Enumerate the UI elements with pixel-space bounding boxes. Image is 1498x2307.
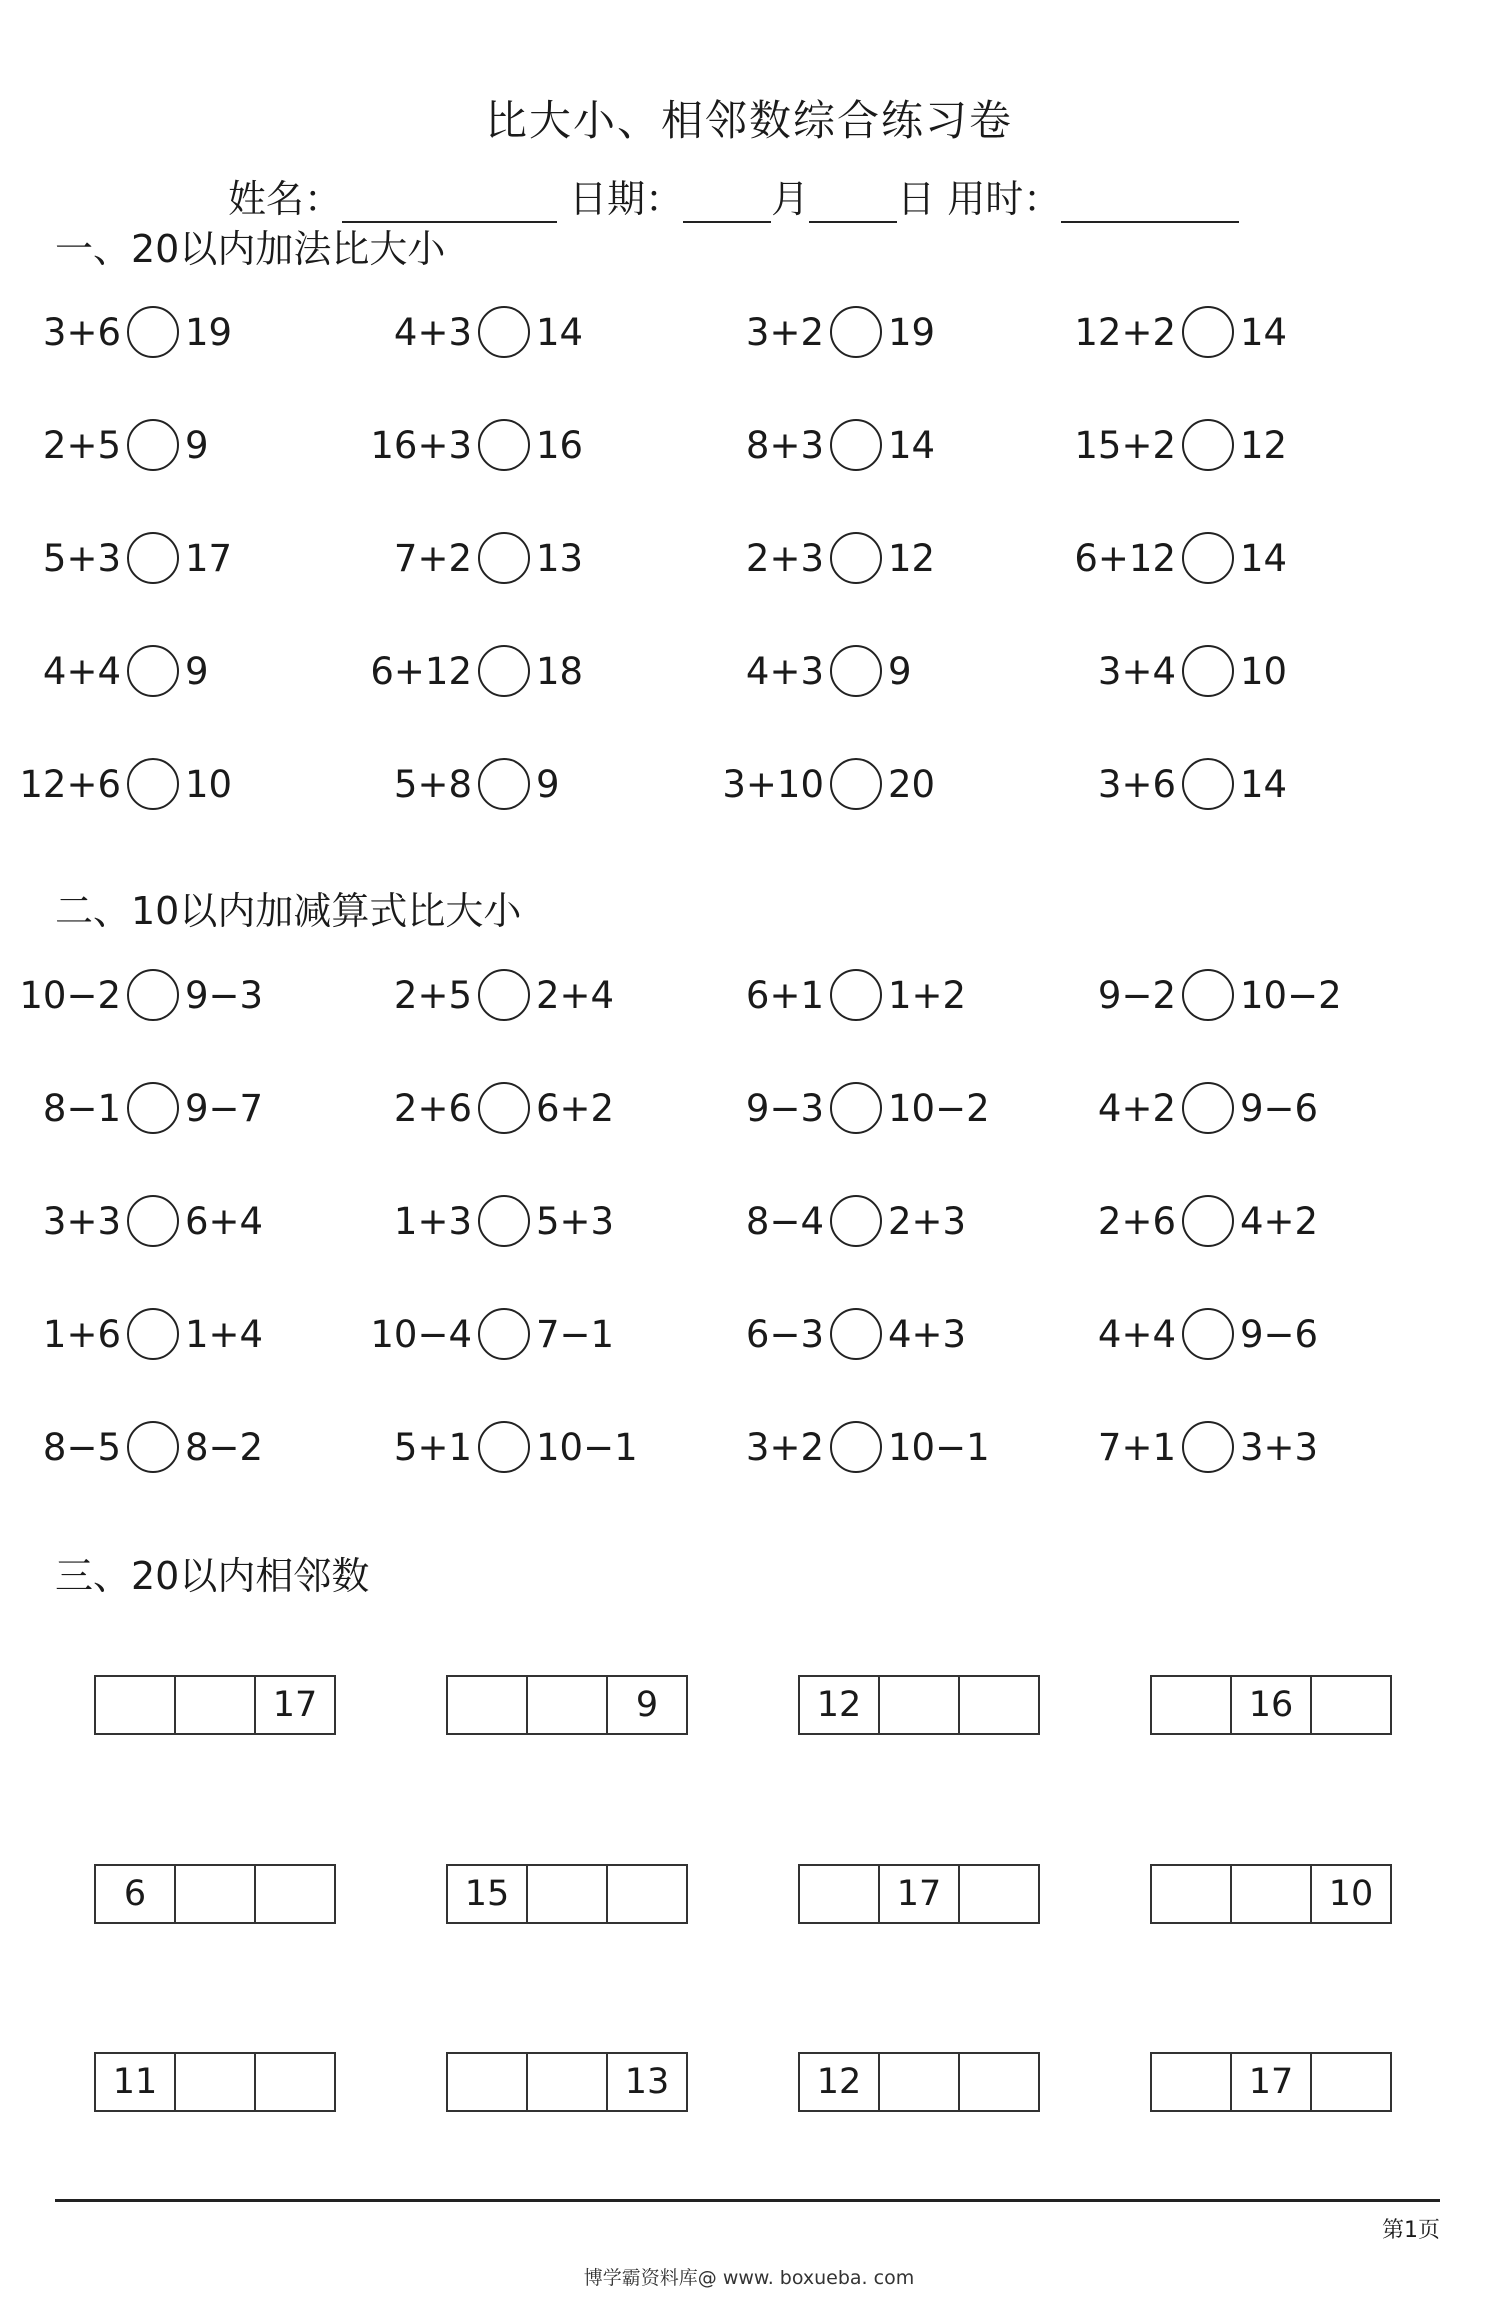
date-label: 日期：	[569, 177, 684, 221]
compare-item	[701, 1191, 1061, 1251]
left-expression: 5+1	[393, 1425, 472, 1469]
left-expression: 2+5	[42, 423, 121, 467]
answer-circle[interactable]	[1182, 419, 1234, 471]
answer-circle[interactable]	[478, 1421, 530, 1473]
time-blank[interactable]	[1061, 181, 1239, 223]
left-expression: 2+6	[1097, 1199, 1176, 1243]
right-expression: 14	[536, 310, 584, 354]
answer-circle[interactable]	[830, 419, 882, 471]
number-box[interactable]	[174, 1675, 256, 1735]
neighbor-box-group	[798, 2052, 1040, 2112]
left-expression: 12+6	[19, 762, 121, 806]
left-expression: 3+2	[745, 310, 824, 354]
left-expression: 6+12	[370, 649, 472, 693]
compare-item	[349, 1191, 709, 1251]
number-box[interactable]	[446, 1675, 528, 1735]
compare-item	[0, 641, 358, 701]
compare-item	[349, 1304, 709, 1364]
answer-circle[interactable]	[127, 1308, 179, 1360]
left-expression: 4+3	[745, 649, 824, 693]
right-expression: 10	[1240, 649, 1288, 693]
right-expression: 14	[1240, 536, 1288, 580]
right-expression: 16	[536, 423, 584, 467]
right-expression: 9−6	[1240, 1086, 1319, 1130]
left-expression: 7+1	[1097, 1425, 1176, 1469]
number-box[interactable]	[878, 1675, 960, 1735]
answer-circle[interactable]	[478, 758, 530, 810]
compare-item	[349, 1417, 709, 1477]
time-label: 用时：	[947, 177, 1062, 221]
right-expression: 1+2	[888, 973, 967, 1017]
right-expression: 1+4	[185, 1312, 264, 1356]
answer-circle[interactable]	[1182, 645, 1234, 697]
left-expression: 6+1	[745, 973, 824, 1017]
answer-circle[interactable]	[478, 969, 530, 1021]
compare-item	[349, 415, 709, 475]
number-box[interactable]	[526, 1864, 608, 1924]
neighbor-box-group	[446, 1675, 688, 1735]
left-expression: 4+4	[42, 649, 121, 693]
number-box[interactable]	[174, 2052, 256, 2112]
number-box[interactable]	[1150, 2052, 1232, 2112]
right-expression: 2+4	[536, 973, 615, 1017]
left-expression: 10−4	[370, 1312, 472, 1356]
number-box[interactable]	[254, 2052, 336, 2112]
answer-circle[interactable]	[127, 1195, 179, 1247]
left-expression: 3+6	[1097, 762, 1176, 806]
section-1-heading: 一、20以内加法比大小	[55, 227, 446, 271]
answer-circle[interactable]	[127, 969, 179, 1021]
number-box[interactable]: 17	[1230, 2052, 1312, 2112]
neighbor-box-group	[1150, 2052, 1392, 2112]
answer-circle[interactable]	[127, 758, 179, 810]
left-expression: 8−4	[745, 1199, 824, 1243]
left-expression: 6−3	[745, 1312, 824, 1356]
answer-circle[interactable]	[478, 306, 530, 358]
compare-item	[1053, 1078, 1413, 1138]
number-box[interactable]: 6	[94, 1864, 176, 1924]
left-expression: 1+6	[42, 1312, 121, 1356]
compare-item	[701, 641, 1061, 701]
compare-item	[1053, 641, 1413, 701]
number-box[interactable]	[1150, 1864, 1232, 1924]
answer-circle[interactable]	[830, 969, 882, 1021]
number-box[interactable]	[798, 1864, 880, 1924]
left-expression: 8+3	[745, 423, 824, 467]
number-box[interactable]	[1310, 2052, 1392, 2112]
compare-item	[1053, 1304, 1413, 1364]
right-expression: 6+2	[536, 1086, 615, 1130]
number-box[interactable]	[526, 1675, 608, 1735]
compare-item	[0, 1078, 358, 1138]
compare-item	[701, 1417, 1061, 1477]
page-title: 比大小、相邻数综合练习卷	[484, 96, 1013, 145]
day-label: 日	[897, 177, 936, 221]
right-expression: 9−3	[185, 973, 264, 1017]
left-expression: 5+8	[393, 762, 472, 806]
right-expression: 19	[185, 310, 233, 354]
neighbor-box-group	[1150, 1675, 1392, 1735]
left-expression: 3+10	[722, 762, 824, 806]
right-expression: 18	[536, 649, 584, 693]
right-expression: 13	[536, 536, 584, 580]
neighbor-box-group	[798, 1675, 1040, 1735]
compare-item	[0, 1417, 358, 1477]
compare-item	[1053, 754, 1413, 814]
answer-circle[interactable]	[830, 758, 882, 810]
answer-circle[interactable]	[1182, 306, 1234, 358]
right-expression: 2+3	[888, 1199, 967, 1243]
answer-circle[interactable]	[127, 532, 179, 584]
left-expression: 2+3	[745, 536, 824, 580]
right-expression: 19	[888, 310, 936, 354]
number-box[interactable]	[526, 2052, 608, 2112]
left-expression: 1+3	[393, 1199, 472, 1243]
answer-circle[interactable]	[830, 532, 882, 584]
number-box[interactable]: 12	[798, 2052, 880, 2112]
left-expression: 9−3	[745, 1086, 824, 1130]
number-box[interactable]: 11	[94, 2052, 176, 2112]
right-expression: 12	[888, 536, 936, 580]
compare-item	[349, 302, 709, 362]
left-expression: 5+3	[42, 536, 121, 580]
compare-item	[1053, 528, 1413, 588]
name-blank[interactable]	[342, 181, 557, 223]
compare-item	[1053, 415, 1413, 475]
right-expression: 20	[888, 762, 936, 806]
number-box[interactable]	[958, 1675, 1040, 1735]
answer-circle[interactable]	[478, 645, 530, 697]
number-box[interactable]: 10	[1310, 1864, 1392, 1924]
compare-item	[0, 528, 358, 588]
left-expression: 8−5	[42, 1425, 121, 1469]
answer-circle[interactable]	[830, 645, 882, 697]
compare-item	[701, 965, 1061, 1025]
answer-circle[interactable]	[830, 1082, 882, 1134]
right-expression: 10−2	[888, 1086, 990, 1130]
left-expression: 8−1	[42, 1086, 121, 1130]
compare-item	[0, 1191, 358, 1251]
answer-circle[interactable]	[1182, 969, 1234, 1021]
right-expression: 10−2	[1240, 973, 1342, 1017]
right-expression: 4+3	[888, 1312, 967, 1356]
answer-circle[interactable]	[1182, 532, 1234, 584]
answer-circle[interactable]	[830, 1421, 882, 1473]
left-expression: 2+6	[393, 1086, 472, 1130]
number-box[interactable]	[878, 2052, 960, 2112]
number-box[interactable]	[958, 1864, 1040, 1924]
compare-item	[349, 1078, 709, 1138]
compare-item	[349, 641, 709, 701]
compare-item	[1053, 965, 1413, 1025]
number-box[interactable]: 13	[606, 2052, 688, 2112]
left-expression: 9−2	[1097, 973, 1176, 1017]
answer-circle[interactable]	[478, 532, 530, 584]
compare-item	[349, 965, 709, 1025]
answer-circle[interactable]	[1182, 1195, 1234, 1247]
right-expression: 10	[185, 762, 233, 806]
right-expression: 14	[888, 423, 936, 467]
right-expression: 14	[1240, 310, 1288, 354]
number-box[interactable]	[606, 1864, 688, 1924]
number-box[interactable]	[174, 1864, 256, 1924]
left-expression: 4+4	[1097, 1312, 1176, 1356]
compare-item	[349, 528, 709, 588]
right-expression: 9−7	[185, 1086, 264, 1130]
answer-circle[interactable]	[478, 419, 530, 471]
right-expression: 9	[888, 649, 912, 693]
right-expression: 5+3	[536, 1199, 615, 1243]
neighbor-box-group	[94, 1675, 336, 1735]
number-box[interactable]	[1230, 1864, 1312, 1924]
compare-item	[701, 1304, 1061, 1364]
number-box[interactable]: 15	[446, 1864, 528, 1924]
left-expression: 15+2	[1074, 423, 1176, 467]
left-expression: 4+2	[1097, 1086, 1176, 1130]
right-expression: 7−1	[536, 1312, 615, 1356]
right-expression: 10−1	[536, 1425, 638, 1469]
number-box[interactable]	[958, 2052, 1040, 2112]
right-expression: 10−1	[888, 1425, 990, 1469]
answer-circle[interactable]	[127, 306, 179, 358]
right-expression: 6+4	[185, 1199, 264, 1243]
right-expression: 9	[185, 649, 209, 693]
answer-circle[interactable]	[830, 1195, 882, 1247]
answer-circle[interactable]	[127, 645, 179, 697]
answer-circle[interactable]	[1182, 1082, 1234, 1134]
right-expression: 9−6	[1240, 1312, 1319, 1356]
answer-circle[interactable]	[830, 306, 882, 358]
answer-circle[interactable]	[1182, 1308, 1234, 1360]
section-2-heading: 二、10以内加减算式比大小	[55, 889, 522, 933]
left-expression: 7+2	[393, 536, 472, 580]
day-blank[interactable]	[809, 181, 897, 223]
left-expression: 2+5	[393, 973, 472, 1017]
compare-item	[701, 415, 1061, 475]
answer-circle[interactable]	[127, 419, 179, 471]
answer-circle[interactable]	[478, 1195, 530, 1247]
right-expression: 14	[1240, 762, 1288, 806]
month-blank[interactable]	[683, 181, 771, 223]
right-expression: 3+3	[1240, 1425, 1319, 1469]
compare-item	[1053, 1417, 1413, 1477]
right-expression: 17	[185, 536, 233, 580]
number-box[interactable]: 17	[878, 1864, 960, 1924]
right-expression: 12	[1240, 423, 1288, 467]
answer-circle[interactable]	[127, 1082, 179, 1134]
left-expression: 16+3	[370, 423, 472, 467]
answer-circle[interactable]	[1182, 1421, 1234, 1473]
compare-item	[1053, 302, 1413, 362]
neighbor-box-group	[94, 1864, 336, 1924]
answer-circle[interactable]	[478, 1308, 530, 1360]
neighbor-box-group	[446, 1864, 688, 1924]
number-box[interactable]: 9	[606, 1675, 688, 1735]
compare-item	[349, 754, 709, 814]
left-expression: 12+2	[1074, 310, 1176, 354]
right-expression: 9	[536, 762, 560, 806]
answer-circle[interactable]	[478, 1082, 530, 1134]
section-3-heading: 三、20以内相邻数	[55, 1554, 370, 1598]
left-expression: 4+3	[393, 310, 472, 354]
number-box[interactable]: 17	[254, 1675, 336, 1735]
left-expression: 3+6	[42, 310, 121, 354]
compare-item	[0, 754, 358, 814]
compare-item	[0, 302, 358, 362]
right-expression: 8−2	[185, 1425, 264, 1469]
right-expression: 4+2	[1240, 1199, 1319, 1243]
number-box[interactable]	[1310, 1675, 1392, 1735]
number-box[interactable]	[446, 2052, 528, 2112]
right-expression: 9	[185, 423, 209, 467]
compare-item	[701, 1078, 1061, 1138]
compare-item	[701, 302, 1061, 362]
number-box[interactable]	[1150, 1675, 1232, 1735]
answer-circle[interactable]	[127, 1421, 179, 1473]
number-box[interactable]: 12	[798, 1675, 880, 1735]
compare-item	[0, 965, 358, 1025]
student-info-line	[228, 168, 1239, 223]
compare-item	[701, 754, 1061, 814]
footer-watermark: 博学霸资料库@ www. boxueba. com	[583, 2267, 915, 2289]
page-number: 第1页	[1382, 2218, 1440, 2243]
neighbor-box-group	[94, 2052, 336, 2112]
neighbor-box-group	[798, 1864, 1040, 1924]
left-expression: 10−2	[19, 973, 121, 1017]
left-expression: 6+12	[1074, 536, 1176, 580]
compare-item	[0, 1304, 358, 1364]
compare-item	[701, 528, 1061, 588]
answer-circle[interactable]	[830, 1308, 882, 1360]
compare-item	[0, 415, 358, 475]
footer-divider	[55, 2199, 1440, 2202]
number-box[interactable]	[254, 1864, 336, 1924]
neighbor-box-group	[446, 2052, 688, 2112]
left-expression: 3+3	[42, 1199, 121, 1243]
name-label: 姓名：	[228, 177, 343, 221]
neighbor-box-group	[1150, 1864, 1392, 1924]
left-expression: 3+4	[1097, 649, 1176, 693]
month-label: 月	[771, 177, 810, 221]
compare-item	[1053, 1191, 1413, 1251]
number-box[interactable]: 16	[1230, 1675, 1312, 1735]
number-box[interactable]	[94, 1675, 176, 1735]
left-expression: 3+2	[745, 1425, 824, 1469]
answer-circle[interactable]	[1182, 758, 1234, 810]
